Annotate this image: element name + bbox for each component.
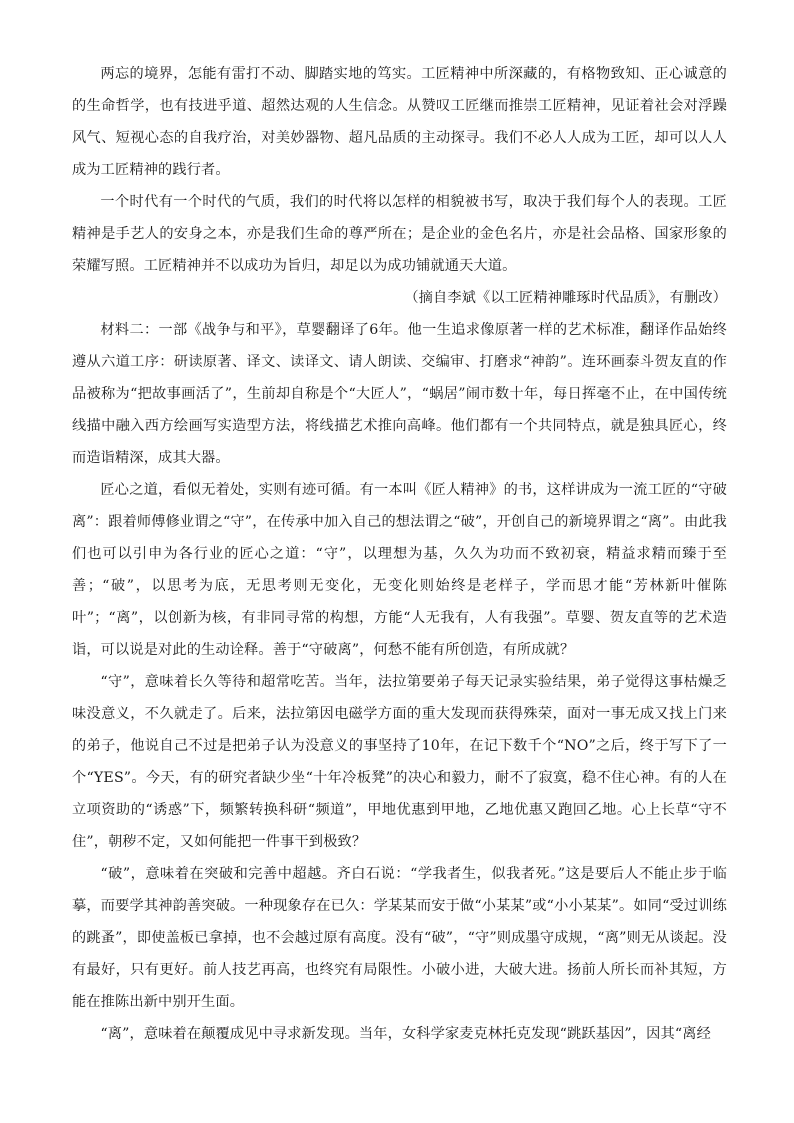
document-page	[72, 58, 727, 1050]
paragraph-era-temperament: 一个时代有一个时代的气质，我们的时代将以怎样的相貌被书写，取决于我们每个人的表现。工匠精神是手艺人的安身之本，亦是我们生命的尊严所在；是企业的金色名片，亦是社会品格、国家形象的荣耀写照。工匠精神并不以成功为旨归，却足以为成功铺就通天大道。	[72, 194, 727, 274]
paragraph-craftsman-spirit-continued: 两忘的境界，怎能有雷打不动、脚踏实地的笃实。工匠精神中所深藏的，有格物致知、正心诚意的的生命哲学，也有技进乎道、超然达观的人生信念。从赞叹工匠继而推崇工匠精神，见证着社会对浮躁风气、短视心态的自我疗治，对美妙器物、超凡品质的主动探寻。我们不必人人成为工匠，却可以人人成为工匠精神的践行者。	[72, 66, 727, 178]
paragraph-po: “破”，意味着在突破和完善中超越。齐白石说：“学我者生，似我者死。”这是要后人不能止步于临摹，而要学其神韵善突破。一种现象存在已久：学某某而安于做“小某某”或“小小某某”。如同“受过训练的跳蚤”，即使盖板已拿掉，也不会越过原有高度。没有“破”，“守”则成墨守成规，“离”则无从谈起。没有最好，只有更好。前人技艺再高，也终究有局限性。小破小进，大破大进。扬前人所长而补其短，方能在推陈出新中别开生面。	[72, 866, 727, 1010]
paragraph-shou-po-li: 匠心之道，看似无着处，实则有迹可循。有一本叫《匠人精神》的书，这样讲成为一流工匠的“守破离”：跟着师傅修业谓之“守”，在传承中加入自己的想法谓之“破”，开创自己的新境界谓之“离”。由此我们也可以引申为各行业的匠心之道：“守”，以理想为基，久久为功而不致初衰，精益求精而臻于至善；“破”，以思考为底，无思考则无变化，无变化则始终是老样子，学而思才能“芳林新叶催陈叶”；“离”，以创新为核，有非同寻常的构想，方能“人无我有，人有我强”。草婴、贺友直等的艺术造诣，可以说是对此的生动诠释。善于“守破离”，何愁不能有所创造，有所成就？	[72, 482, 727, 658]
paragraph-shou: “守”，意味着长久等待和超常吃苦。当年，法拉第要弟子每天记录实验结果，弟子觉得这事枯燥乏味没意义，不久就走了。后来，法拉第因电磁学方面的重大发现而获得殊荣，面对一事无成又找上门来的弟子，他说自己不过是把弟子认为没意义的事坚持了10年，在记下数千个“NO”之后，终于写下了一个“YES”。今天，有的研究者缺少坐“十年冷板凳”的决心和毅力，耐不了寂寞，稳不住心神。有的人在立项资助的“诱惑”下，频繁转换科研“频道”，甲地优惠到甲地，乙地优惠又跑回乙地。心上长草“守不住”，朝秽不定，又如何能把一件事干到极致？	[72, 674, 727, 850]
paragraph-material-two: 材料二：一部《战争与和平》，草婴翻译了6年。他一生追求像原著一样的艺术标准，翻译作品始终遵从六道工序：研读原著、译文、读译文、请人朗读、交编审、打磨求“神韵”。连环画泰斗贺友直的作品被称为“把故事画活了”，生前却自称是个“大匠人”，“蜗居”闹市数十年，每日挥毫不止，在中国传统线描中融入西方绘画写实造型方法，将线描艺术推向高峰。他们都有一个共同特点，就是独具匠心，终而造诣精深，成其大器。	[72, 322, 727, 466]
paragraph-li: “离”，意味着在颠覆成见中寻求新发现。当年，女科学家麦克林托克发现“跳跃基因”，因其“离经	[100, 1026, 711, 1042]
source-citation: （摘自李斌《以工匠精神雕琢时代品质》，有删改）	[404, 290, 727, 306]
